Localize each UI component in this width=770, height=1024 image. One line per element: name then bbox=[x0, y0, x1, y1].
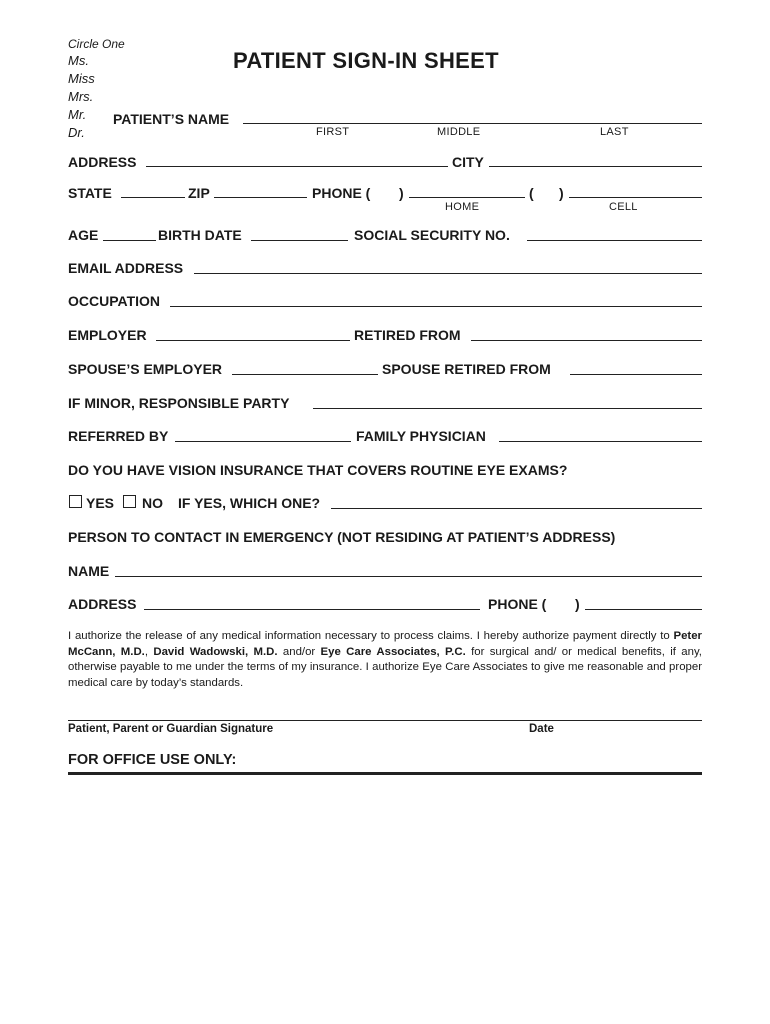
practice-name: Eye Care Associates, P.C. bbox=[320, 645, 466, 658]
salutation-miss[interactable]: Miss bbox=[68, 71, 95, 86]
cell-caption: CELL bbox=[609, 201, 638, 213]
ssn-label: SOCIAL SECURITY NO. bbox=[354, 227, 510, 243]
email-label: EMAIL ADDRESS bbox=[68, 260, 184, 276]
which-one-label: IF YES, WHICH ONE? bbox=[178, 495, 321, 511]
email-field[interactable] bbox=[194, 273, 702, 274]
minor-responsible-label: IF MINOR, RESPONSIBLE PARTY bbox=[68, 395, 290, 411]
salutation-mrs[interactable]: Mrs. bbox=[68, 89, 94, 104]
spouse-retired-field[interactable] bbox=[570, 374, 702, 375]
occupation-label: OCCUPATION bbox=[68, 293, 161, 309]
emergency-address-label: ADDRESS bbox=[68, 596, 137, 612]
family-physician-label: FAMILY PHYSICIAN bbox=[356, 428, 486, 444]
spouse-retired-label: SPOUSE RETIRED FROM bbox=[382, 361, 551, 377]
insurance-name-field[interactable] bbox=[331, 508, 702, 509]
doctor-mccann: Peter McCann, M.D. bbox=[68, 630, 702, 658]
emergency-phone-label: PHONE ( bbox=[488, 596, 547, 612]
emergency-name-label: NAME bbox=[68, 563, 110, 579]
no-label: NO bbox=[142, 495, 163, 511]
family-physician-field[interactable] bbox=[499, 441, 702, 442]
zip-label: ZIP bbox=[188, 185, 210, 201]
city-label: CITY bbox=[452, 154, 484, 170]
first-name-caption: FIRST bbox=[316, 126, 350, 138]
last-name-caption: LAST bbox=[600, 126, 629, 138]
employer-field[interactable] bbox=[156, 340, 350, 341]
retired-from-field[interactable] bbox=[471, 340, 702, 341]
patient-name-field[interactable] bbox=[243, 123, 702, 124]
employer-label: EMPLOYER bbox=[68, 327, 147, 343]
emergency-name-field[interactable] bbox=[115, 576, 702, 577]
age-field[interactable] bbox=[103, 240, 156, 241]
cell-area-open: ( bbox=[529, 185, 534, 201]
salutation-ms[interactable]: Ms. bbox=[68, 53, 89, 68]
cell-area-close: ) bbox=[559, 185, 564, 201]
birth-date-field[interactable] bbox=[251, 240, 348, 241]
emergency-heading: PERSON TO CONTACT IN EMERGENCY (NOT RESIDING AT PATIENT’S ADDRESS) bbox=[68, 529, 616, 545]
emergency-address-field[interactable] bbox=[144, 609, 480, 610]
ssn-field[interactable] bbox=[527, 240, 702, 241]
referred-by-label: REFERRED BY bbox=[68, 428, 169, 444]
signature-line[interactable] bbox=[68, 720, 702, 721]
occupation-field[interactable] bbox=[170, 306, 702, 307]
page-title: PATIENT SIGN-IN SHEET bbox=[233, 48, 499, 73]
yes-checkbox[interactable] bbox=[69, 495, 82, 508]
home-area-close: ) bbox=[399, 185, 404, 201]
spouse-employer-field[interactable] bbox=[232, 374, 378, 375]
no-checkbox[interactable] bbox=[123, 495, 136, 508]
state-label: STATE bbox=[68, 185, 112, 201]
address-label: ADDRESS bbox=[68, 154, 137, 170]
authorization-text: I authorize the release of any medical information necessary to process claims. I hereby authorize payment directly to Peter McCann, M.D., David Wadowski, M.D. and/or Eye Care Associates, P.C. for surgical and/ or medical benefits, if any, otherwise payable to me under the terms of my insurance. I authorize Eye Care Associates to give me reasonable and proper medical care by today’s standards. bbox=[68, 630, 702, 689]
insurance-question: DO YOU HAVE VISION INSURANCE THAT COVERS ROUTINE EYE EXAMS? bbox=[68, 462, 568, 478]
office-use-label: FOR OFFICE USE ONLY: bbox=[68, 752, 237, 768]
state-field[interactable] bbox=[121, 197, 185, 198]
salutation-dr[interactable]: Dr. bbox=[68, 125, 85, 140]
emergency-phone-close: ) bbox=[575, 596, 580, 612]
spouse-employer-label: SPOUSE’S EMPLOYER bbox=[68, 361, 223, 377]
city-field[interactable] bbox=[489, 166, 702, 167]
middle-name-caption: MIDDLE bbox=[437, 126, 481, 138]
emergency-phone-field[interactable] bbox=[585, 609, 702, 610]
minor-responsible-field[interactable] bbox=[313, 408, 702, 409]
patient-name-label: PATIENT’S NAME bbox=[113, 111, 230, 127]
referred-by-field[interactable] bbox=[175, 441, 351, 442]
salutation-mr[interactable]: Mr. bbox=[68, 107, 87, 122]
circle-one-label: Circle One bbox=[68, 37, 125, 51]
phone-label: PHONE ( bbox=[312, 185, 371, 201]
cell-phone-field[interactable] bbox=[569, 197, 702, 198]
office-use-divider bbox=[68, 772, 702, 775]
doctor-wadowski: David Wadowski, M.D. bbox=[153, 645, 278, 658]
birth-date-label: BIRTH DATE bbox=[158, 227, 242, 243]
yes-label: YES bbox=[86, 495, 115, 511]
age-label: AGE bbox=[68, 227, 99, 243]
date-label: Date bbox=[529, 723, 554, 735]
home-phone-field[interactable] bbox=[409, 197, 525, 198]
address-field[interactable] bbox=[146, 166, 448, 167]
home-caption: HOME bbox=[445, 201, 480, 213]
retired-from-label: RETIRED FROM bbox=[354, 327, 461, 343]
signature-label: Patient, Parent or Guardian Signature bbox=[68, 723, 274, 735]
zip-field[interactable] bbox=[214, 197, 307, 198]
